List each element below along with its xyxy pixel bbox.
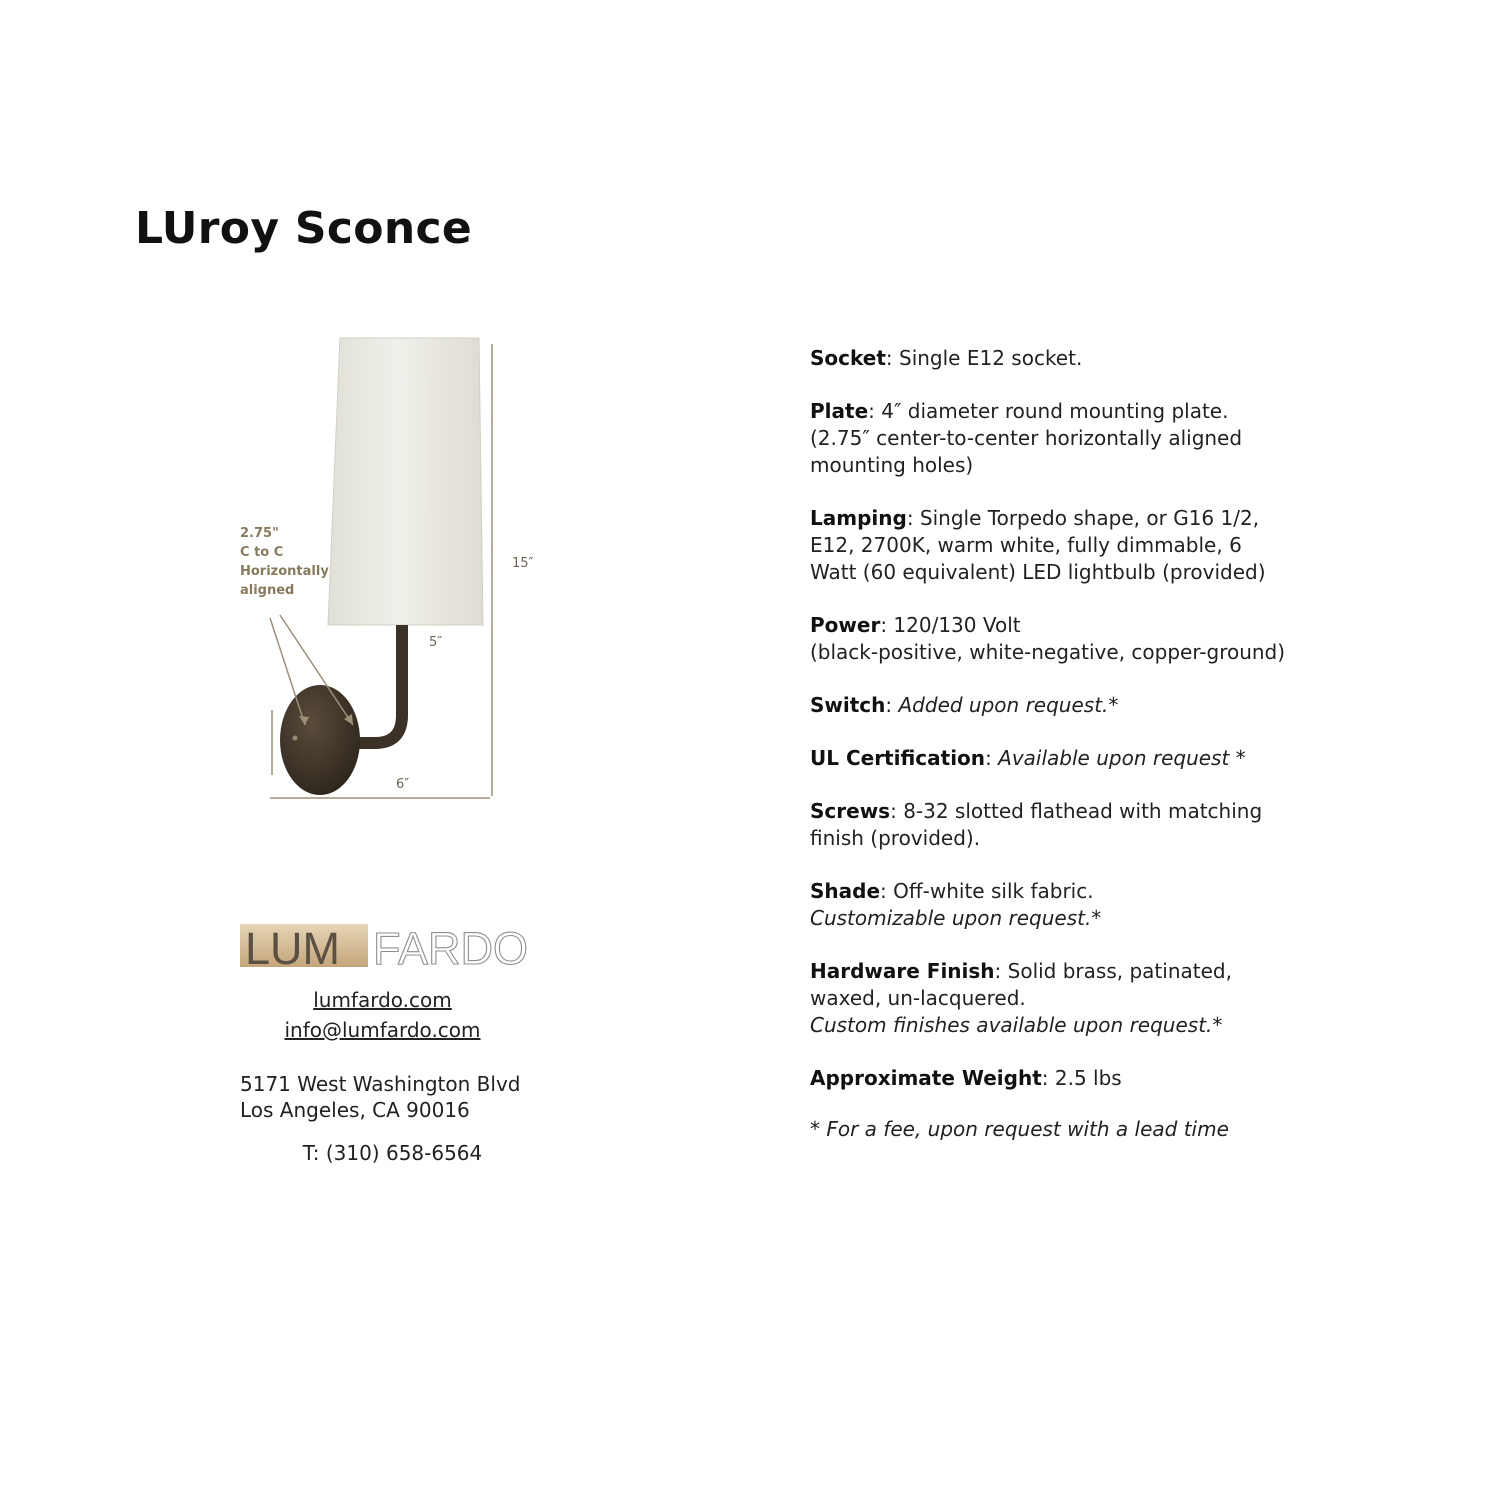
spec-power: Power: 120/130 Volt (black-positive, white-negative, copper-ground) xyxy=(810,613,1286,664)
mount-note-line3: Horizontally xyxy=(240,564,329,579)
spec-switch: Switch: Added upon request.* xyxy=(810,693,1119,717)
spec-value: Available upon request * xyxy=(998,746,1246,770)
spec-label: Lamping xyxy=(810,506,907,530)
address xyxy=(240,1071,525,1123)
spec-value: Off-white silk fabric. xyxy=(893,879,1094,903)
lumfardo-logo xyxy=(240,920,529,974)
spec-value: Single Torpedo shape, or G16 1/2, E12, 2700K, warm white, fully dimmable, 6 Watt (60 equivalent) LED lightbulb (provided) xyxy=(810,506,1266,584)
spec-plate: Plate: 4″ diameter round mounting plate. (2.75″ center-to-center horizontally aligned mounting holes) xyxy=(810,399,1243,477)
spec-label: Power xyxy=(810,613,881,637)
spec-label: Screws xyxy=(810,799,891,823)
spec-label: Switch xyxy=(810,693,886,717)
spec-screws: Screws: 8-32 slotted flathead with matching finish (provided). xyxy=(810,799,1263,850)
spec-value: 120/130 Volt xyxy=(893,613,1021,637)
email-link[interactable]: info@lumfardo.com xyxy=(284,1018,481,1042)
spec-label: Socket xyxy=(810,346,886,370)
spec-value: Added upon request.* xyxy=(898,693,1119,717)
lamp-shade xyxy=(328,338,483,625)
website-link[interactable]: lumfardo.com xyxy=(313,988,452,1012)
spec-socket: Socket: Single E12 socket. xyxy=(810,346,1083,370)
spec-weight: Approximate Weight: 2.5 lbs xyxy=(810,1066,1122,1090)
spec-value: 2.5 lbs xyxy=(1054,1066,1122,1090)
svg-text:LUM: LUM xyxy=(245,923,341,974)
svg-text:FARDO: FARDO xyxy=(373,923,529,974)
address-line1: 5171 West Washington Blvd xyxy=(240,1072,521,1096)
footnote: * For a fee, upon request with a lead time xyxy=(810,1117,1229,1141)
arm-label: 5″ xyxy=(429,635,443,650)
spec-label: Hardware Finish xyxy=(810,959,995,983)
spec-value-2: Custom finishes available upon request.* xyxy=(810,1013,1223,1037)
spec-label: Approximate Weight xyxy=(810,1066,1042,1090)
spec-label: Shade xyxy=(810,879,881,903)
mount-note-line1: 2.75" xyxy=(240,526,279,541)
address-line2: Los Angeles, CA 90016 xyxy=(240,1098,470,1122)
mount-note-line4: aligned xyxy=(240,583,295,598)
sconce-diagram xyxy=(225,330,545,810)
depth-label: 6″ xyxy=(396,777,410,792)
spec-value-2: (black-positive, white-negative, copper-ground) xyxy=(810,640,1286,664)
spec-ul-certification: UL Certification: Available upon request * xyxy=(810,746,1246,770)
contact-block xyxy=(240,985,525,1165)
spec-value: Single E12 socket. xyxy=(899,346,1083,370)
spec-label: UL Certification xyxy=(810,746,986,770)
height-label: 15″ xyxy=(512,556,534,571)
spec-value: Solid brass, patinated, waxed, un-lacquered. xyxy=(810,959,1232,1010)
spec-hardware-finish: Hardware Finish: Solid brass, patinated, waxed, un-lacquered. Custom finishes available upon request.* xyxy=(810,959,1232,1037)
spec-lamping: Lamping: Single Torpedo shape, or G16 1/2, E12, 2700K, warm white, fully dimmable, 6 Watt (60 equivalent) LED lightbulb (provided) xyxy=(810,506,1266,584)
spec-value-2: Customizable upon request.* xyxy=(810,906,1102,930)
page-title: LUroy Sconce xyxy=(135,203,472,254)
spec-value: 8-32 slotted flathead with matching finish (provided). xyxy=(810,799,1263,850)
spec-list xyxy=(810,345,1290,1143)
spec-value: 4″ diameter round mounting plate. (2.75″ center-to-center horizontally aligned mounting holes) xyxy=(810,399,1243,477)
wall-plate xyxy=(280,685,360,795)
spec-shade: Shade: Off-white silk fabric. Customizable upon request.* xyxy=(810,879,1102,930)
spec-label: Plate xyxy=(810,399,869,423)
phone-number: T: (310) 658-6564 xyxy=(302,1141,483,1165)
mount-note-line2: C to C xyxy=(240,545,284,560)
